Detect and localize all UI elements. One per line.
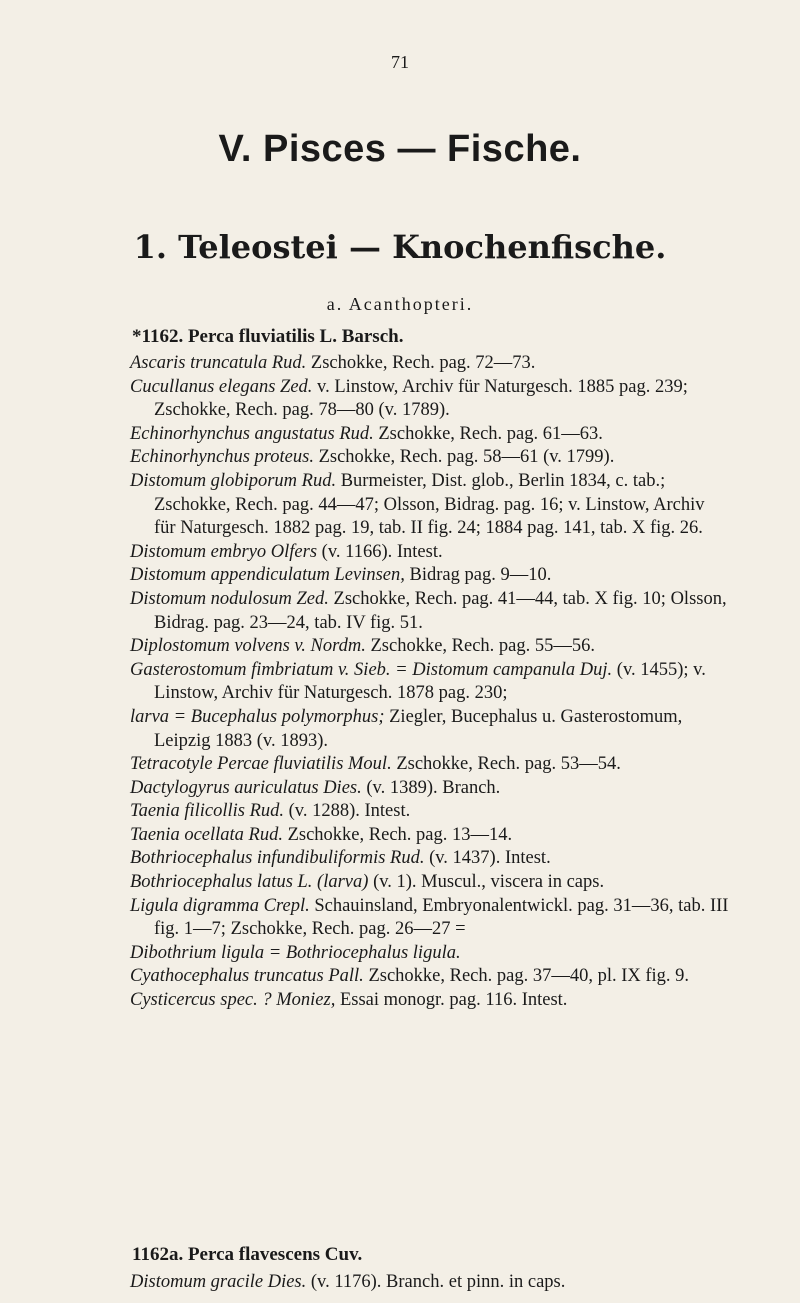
parasite-entry: [130, 635, 730, 659]
parasite-taxon: Cucullanus elegans Zed.: [130, 376, 313, 397]
parasite-taxon: Distomum gracile Dies.: [130, 1272, 307, 1292]
parasite-taxon: Gasterostomum fimbriatum v. Sieb. = Distomum campanula Duj.: [130, 659, 613, 680]
parasite-taxon: Taenia filicollis Rud.: [130, 801, 285, 822]
page-number: 71: [391, 52, 409, 72]
parasite-entry: [130, 965, 730, 989]
parasite-reference: Essai monogr. pag. 116. Intest.: [339, 990, 568, 1011]
parasite-reference: (v. 1389). Branch.: [366, 777, 501, 798]
parasite-taxon: Diplostomum volvens v. Nordm.: [130, 636, 366, 657]
parasite-taxon: Dactylogyrus auriculatus Dies.: [130, 777, 362, 798]
parasite-taxon: Distomum globiporum Rud.: [130, 470, 337, 491]
group-title: a. Acanthopteri.: [326, 294, 474, 314]
host-number-2: 1162a.: [132, 1244, 184, 1265]
parasite-taxon: Cyathocephalus truncatus Pall.: [130, 966, 364, 987]
parasite-taxon: Echinorhynchus proteus.: [130, 447, 314, 468]
parasite-taxon: Echinorhynchus angustatus Rud.: [130, 423, 374, 444]
parasite-entry: [130, 470, 730, 541]
parasite-entry: [130, 942, 730, 966]
parasite-reference: Zschokke, Rech. pag. 61—63.: [378, 423, 603, 444]
parasite-reference: Zschokke, Rech. pag. 41—44, tab. X fig. 10; Olsson, Bidrag. pag. 23—24, tab. IV fig. 51.: [154, 588, 727, 633]
host-number: *1162.: [132, 326, 184, 347]
parasite-taxon: Tetracotyle Percae fluviatilis Moul.: [130, 754, 392, 775]
parasite-reference: Zschokke, Rech. pag. 37—40, pl. IX fig. 9.: [368, 966, 690, 987]
parasite-taxon: Bothriocephalus latus L. (larva): [130, 872, 369, 893]
parasite-taxon: Ascaris truncatula Rud.: [130, 353, 307, 373]
parasite-taxon: larva = Bucephalus polymorphus;: [130, 706, 385, 727]
parasite-taxon: Bothriocephalus infundibuliformis Rud.: [130, 848, 425, 869]
parasite-taxon: Distomum appendiculatum Levinsen,: [130, 565, 405, 586]
parasite-reference: Schauinsland, Embryonalentwickl. pag. 31—36, tab. III fig. 1—7; Zschokke, Rech. pag. 26—27 =: [154, 895, 729, 940]
parasite-entry: [130, 895, 730, 942]
parasite-entry: [130, 824, 730, 848]
parasite-reference: (v. 1437). Intest.: [429, 848, 551, 869]
parasite-reference: (v. 1455); v. Linstow, Archiv für Naturgesch. 1878 pag. 230;: [154, 659, 706, 704]
parasite-entry: [130, 659, 730, 706]
parasite-entry: [130, 588, 730, 635]
parasite-taxon: Ligula digramma Crepl.: [130, 895, 310, 916]
parasite-reference: Zschokke, Rech. pag. 53—54.: [396, 754, 621, 775]
parasite-entry: [130, 564, 730, 588]
parasite-taxon: Taenia ocellata Rud.: [130, 824, 283, 845]
parasite-taxon: Cysticercus spec. ? Moniez,: [130, 990, 336, 1011]
parasite-list-2: [130, 1271, 750, 1295]
parasite-reference: (v. 1). Muscul., viscera in caps.: [373, 872, 605, 893]
section-title: V. Pisces — Fische.: [218, 128, 582, 170]
parasite-entry: [130, 706, 730, 753]
host-entry-heading-2: [132, 1244, 362, 1266]
host-entry-heading: [132, 326, 403, 348]
parasite-reference: Bidrag pag. 9—10.: [409, 565, 552, 586]
parasite-reference: Burmeister, Dist. glob., Berlin 1834, c. tab.; Zschokke, Rech. pag. 44—47; Olsson, Bidrag. pag. 16; v. Linstow, Archiv für Naturgesch. 1882 pag. 19, tab. II fig. 24; 1884 pag. 141, tab. X fig. 26.: [154, 470, 705, 539]
parasite-reference: (v. 1288). Intest.: [288, 801, 411, 822]
parasite-taxon: Dibothrium ligula = Bothriocephalus ligula.: [130, 942, 461, 963]
parasite-entry: [130, 446, 730, 470]
host-name: Perca fluviatilis L. Barsch.: [187, 326, 404, 347]
parasite-list: [130, 352, 730, 1013]
parasite-reference: (v. 1176). Branch. et pinn. in caps.: [310, 1272, 566, 1292]
parasite-entry: [130, 352, 730, 376]
parasite-entry: [130, 989, 730, 1013]
parasite-reference: Zschokke, Rech. pag. 13—14.: [287, 824, 513, 845]
parasite-entry: [130, 847, 730, 871]
parasite-entry: [130, 777, 730, 801]
parasite-entry: [130, 541, 730, 565]
parasite-entry: [130, 800, 730, 824]
host-name-2: Perca flavescens Cuv.: [187, 1244, 363, 1265]
parasite-reference: Ziegler, Bucephalus u. Gasterostomum, Leipzig 1883 (v. 1893).: [154, 706, 683, 751]
parasite-reference: Zschokke, Rech. pag. 55—56.: [370, 636, 596, 657]
parasite-entry: [130, 1271, 750, 1295]
parasite-reference: v. Linstow, Archiv für Naturgesch. 1885 pag. 239; Zschokke, Rech. pag. 78—80 (v. 1789).: [154, 376, 688, 421]
parasite-reference: Zschokke, Rech. pag. 58—61 (v. 1799).: [318, 447, 615, 468]
parasite-entry: [130, 423, 730, 447]
parasite-entry: [130, 376, 730, 423]
parasite-entry: [130, 871, 730, 895]
parasite-reference: (v. 1166). Intest.: [321, 541, 443, 562]
parasite-reference: Zschokke, Rech. pag. 72—73.: [310, 353, 536, 373]
parasite-taxon: Distomum embryo Olfers: [130, 541, 318, 562]
parasite-entry: [130, 753, 730, 777]
subsection-title: 1. Teleostei — Knochenfische.: [133, 228, 667, 266]
parasite-taxon: Distomum nodulosum Zed.: [130, 588, 329, 609]
